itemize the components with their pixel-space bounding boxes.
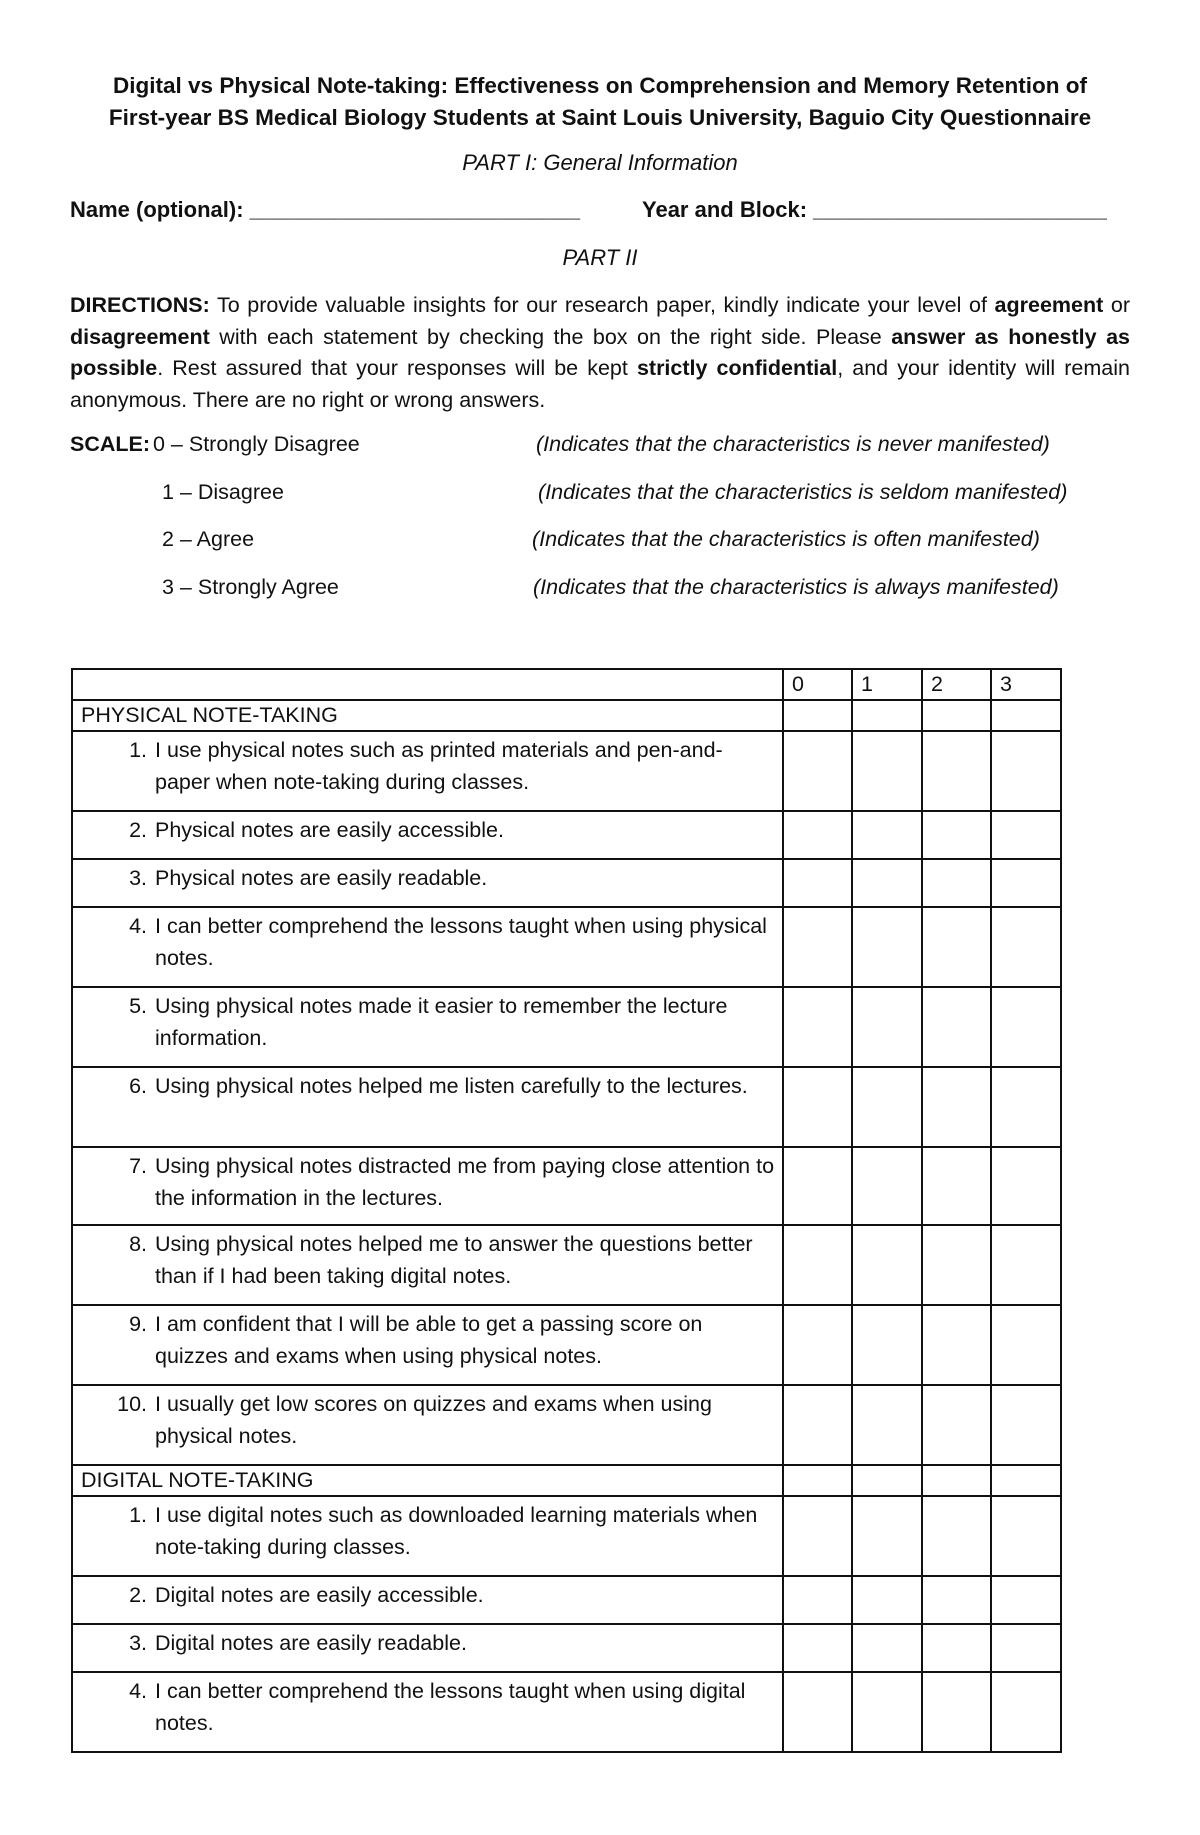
rating-checkbox-2[interactable]: [922, 731, 991, 811]
rating-checkbox-0[interactable]: [783, 1067, 852, 1147]
rating-checkbox-3[interactable]: [991, 907, 1061, 987]
section-header-row: [72, 700, 1061, 731]
rating-checkbox-3[interactable]: [991, 1576, 1061, 1624]
rating-checkbox-2[interactable]: [922, 1576, 991, 1624]
part-1-heading: PART I: General Information: [462, 150, 738, 175]
statement-text: Using physical notes made it easier to remember the lecture information.: [155, 994, 728, 1050]
rating-checkbox-3[interactable]: [991, 1147, 1061, 1225]
rating-checkbox-2[interactable]: [922, 987, 991, 1067]
rating-checkbox-1[interactable]: [852, 1225, 922, 1305]
scale-label: SCALE:: [70, 432, 151, 456]
section-header-blank-cell: [783, 1465, 852, 1496]
table-row: [72, 731, 1061, 811]
rating-checkbox-1[interactable]: [852, 859, 922, 907]
statement-number: 2.: [129, 818, 147, 842]
rating-checkbox-2[interactable]: [922, 907, 991, 987]
section-header-blank-cell: [991, 1465, 1061, 1496]
statement-cell: [72, 1496, 783, 1576]
statement-number: 4.: [129, 914, 147, 938]
rating-checkbox-1[interactable]: [852, 987, 922, 1067]
scale-row: [70, 480, 1150, 528]
statement-text: Physical notes are easily readable.: [155, 866, 488, 890]
statement-number: 9.: [129, 1312, 147, 1336]
rating-checkbox-0[interactable]: [783, 987, 852, 1067]
rating-checkbox-0[interactable]: [783, 907, 852, 987]
statement-text: Using physical notes distracted me from paying close attention to the information in the lectures.: [155, 1154, 775, 1210]
statement-cell: [72, 1225, 783, 1305]
table-header-row: [72, 669, 1061, 700]
statement-number: 7.: [129, 1154, 147, 1178]
directions-label: DIRECTIONS:: [70, 293, 210, 317]
table-row: [72, 907, 1061, 987]
statement-number: 10.: [117, 1392, 147, 1416]
rating-checkbox-3[interactable]: [991, 811, 1061, 859]
table-row: [72, 1496, 1061, 1576]
statement-text: Physical notes are easily accessible.: [155, 818, 504, 842]
table-row: [72, 987, 1061, 1067]
statement-text: I use digital notes such as downloaded learning materials when note-taking during classes.: [155, 1503, 758, 1559]
statement-text: I can better comprehend the lessons taught when using physical notes.: [155, 914, 767, 970]
section-header-blank-cell: [852, 1465, 922, 1496]
rating-checkbox-1[interactable]: [852, 1147, 922, 1225]
title-line-1: Digital vs Physical Note-taking: Effectiveness on Comprehension and Memory Retention of: [113, 73, 1087, 98]
statement-cell: [72, 1067, 783, 1147]
rating-checkbox-0[interactable]: [783, 811, 852, 859]
section-header-blank-cell: [922, 1465, 991, 1496]
directions-bold: answer as honestly as possible: [70, 324, 1130, 380]
statement-number: 3.: [129, 1631, 147, 1655]
rating-checkbox-2[interactable]: [922, 859, 991, 907]
rating-checkbox-0[interactable]: [783, 731, 852, 811]
statement-number: 2.: [129, 1583, 147, 1607]
rating-checkbox-2[interactable]: [922, 811, 991, 859]
rating-checkbox-0[interactable]: [783, 1496, 852, 1576]
table-row: [72, 1225, 1061, 1305]
header-blank-cell: [72, 669, 783, 700]
physical-section: [72, 700, 1061, 1465]
statement-cell: [72, 731, 783, 811]
scale-description: (Indicates that the characteristics is often manifested): [532, 527, 1040, 551]
rating-checkbox-3[interactable]: [991, 1672, 1061, 1752]
rating-checkbox-1[interactable]: [852, 731, 922, 811]
directions-bold: agreement: [994, 293, 1104, 317]
statement-cell: [72, 1305, 783, 1385]
column-header-3: 3: [991, 669, 1061, 700]
rating-checkbox-2[interactable]: [922, 1225, 991, 1305]
name-field[interactable]: Name (optional): ___________________________: [70, 197, 581, 222]
section-header-row: [72, 1465, 1061, 1496]
statement-number: 4.: [129, 1679, 147, 1703]
scale-description: (Indicates that the characteristics is never manifested): [536, 432, 1050, 456]
section-header-blank-cell: [852, 700, 922, 731]
statement-cell: [72, 1624, 783, 1672]
scale-row: [70, 432, 1150, 480]
rating-checkbox-0[interactable]: [783, 1672, 852, 1752]
rating-checkbox-3[interactable]: [991, 731, 1061, 811]
statement-text: Digital notes are easily readable.: [155, 1631, 467, 1655]
statement-cell: [72, 987, 783, 1067]
statement-text: I use physical notes such as printed materials and pen-and-paper when note-taking during classes.: [155, 738, 723, 794]
rating-checkbox-0[interactable]: [783, 1576, 852, 1624]
scale-level: 0 – Strongly Disagree: [153, 432, 360, 456]
scale-legend: [70, 432, 1150, 622]
statement-text: Using physical notes helped me to answer the questions better than if I had been taking digital notes.: [155, 1232, 753, 1288]
rating-checkbox-2[interactable]: [922, 1496, 991, 1576]
rating-checkbox-2[interactable]: [922, 1067, 991, 1147]
rating-checkbox-1[interactable]: [852, 907, 922, 987]
statement-text: Using physical notes helped me listen carefully to the lectures.: [155, 1074, 748, 1098]
section-header-blank-cell: [922, 700, 991, 731]
rating-checkbox-2[interactable]: [922, 1305, 991, 1385]
rating-checkbox-0[interactable]: [783, 1624, 852, 1672]
directions-bold: strictly confidential: [636, 356, 838, 380]
directions-text: , and your identity will remain anonymous. There are no right or wrong answers.: [70, 356, 1130, 412]
questionnaire-table: [71, 668, 1062, 1753]
rating-checkbox-3[interactable]: [991, 1305, 1061, 1385]
directions-paragraph: [70, 290, 1130, 416]
statement-number: 8.: [129, 1232, 147, 1256]
column-header-2: 2: [922, 669, 991, 700]
questionnaire-title: [60, 70, 1140, 134]
rating-checkbox-0[interactable]: [783, 1225, 852, 1305]
section-header-digital: DIGITAL NOTE-TAKING: [72, 1465, 783, 1496]
statement-number: 6.: [129, 1074, 147, 1098]
title-line-2: First-year BS Medical Biology Students at Saint Louis University, Baguio City Questionnaire: [108, 105, 1092, 130]
scale-description: (Indicates that the characteristics is always manifested): [533, 574, 1059, 599]
rating-checkbox-3[interactable]: [991, 1067, 1061, 1147]
rating-checkbox-3[interactable]: [991, 1496, 1061, 1576]
table-row: [72, 1576, 1061, 1624]
statement-cell: [72, 811, 783, 859]
column-header-0: 0: [783, 669, 852, 700]
table-row: [72, 1672, 1061, 1752]
table-row: [72, 1067, 1061, 1147]
statement-cell: [72, 1147, 783, 1225]
directions-text: or: [1103, 293, 1130, 317]
statement-text: Digital notes are easily accessible.: [155, 1583, 484, 1607]
rating-checkbox-2[interactable]: [922, 1147, 991, 1225]
scale-level: 1 – Disagree: [162, 479, 284, 504]
rating-checkbox-2[interactable]: [922, 1624, 991, 1672]
rating-checkbox-0[interactable]: [783, 1385, 852, 1465]
directions-bold: disagreement: [70, 324, 210, 349]
scale-level: 2 – Agree: [162, 527, 255, 551]
table-row: [72, 1305, 1061, 1385]
rating-checkbox-1[interactable]: [852, 1305, 922, 1385]
statement-number: 5.: [129, 994, 147, 1018]
statement-cell: [72, 907, 783, 987]
rating-checkbox-1[interactable]: [852, 1576, 922, 1624]
section-header-blank-cell: [991, 700, 1061, 731]
scale-description: (Indicates that the characteristics is seldom manifested): [538, 479, 1068, 504]
rating-checkbox-3[interactable]: [991, 1624, 1061, 1672]
directions-text: with each statement by checking the box on the right side. Please: [209, 324, 892, 349]
statement-cell: [72, 859, 783, 907]
rating-checkbox-1[interactable]: [852, 1624, 922, 1672]
rating-checkbox-1[interactable]: [852, 1385, 922, 1465]
scale-level: 3 – Strongly Agree: [162, 574, 339, 599]
rating-checkbox-2[interactable]: [922, 1672, 991, 1752]
part-2-heading: PART II: [562, 245, 638, 270]
statement-text: I can better comprehend the lessons taught when using digital notes.: [155, 1679, 746, 1735]
section-header-physical: PHYSICAL NOTE-TAKING: [72, 700, 783, 731]
name-year-row: [70, 197, 1130, 223]
rating-checkbox-1[interactable]: [852, 1496, 922, 1576]
scale-row: [70, 527, 1150, 575]
rating-checkbox-1[interactable]: [852, 811, 922, 859]
table-row: [72, 1147, 1061, 1225]
statement-number: 1.: [129, 738, 147, 762]
statement-text: I am confident that I will be able to get a passing score on quizzes and exams when using physical notes.: [155, 1312, 703, 1368]
statement-cell: [72, 1672, 783, 1752]
rating-checkbox-0[interactable]: [783, 1305, 852, 1385]
column-header-1: 1: [852, 669, 922, 700]
table-row: [72, 859, 1061, 907]
rating-checkbox-1[interactable]: [852, 1067, 922, 1147]
statement-number: 3.: [129, 866, 147, 890]
rating-checkbox-3[interactable]: [991, 987, 1061, 1067]
statement-cell: [72, 1385, 783, 1465]
rating-checkbox-1[interactable]: [852, 1672, 922, 1752]
statement-text: I usually get low scores on quizzes and exams when using physical notes.: [155, 1392, 712, 1448]
section-header-blank-cell: [783, 700, 852, 731]
rating-checkbox-0[interactable]: [783, 859, 852, 907]
year-block-field[interactable]: Year and Block: ________________________: [642, 197, 1107, 222]
directions-text: To provide valuable insights for our research paper, kindly indicate your level of: [209, 293, 995, 317]
digital-section: [72, 1465, 1061, 1752]
rating-checkbox-2[interactable]: [922, 1385, 991, 1465]
table-row: [72, 1385, 1061, 1465]
statement-number: 1.: [129, 1503, 147, 1527]
directions-text: . Rest assured that your responses will be kept: [157, 356, 637, 380]
table-row: [72, 811, 1061, 859]
rating-checkbox-3[interactable]: [991, 1385, 1061, 1465]
rating-checkbox-3[interactable]: [991, 859, 1061, 907]
scale-row: [70, 575, 1150, 623]
table-row: [72, 1624, 1061, 1672]
rating-checkbox-0[interactable]: [783, 1147, 852, 1225]
rating-checkbox-3[interactable]: [991, 1225, 1061, 1305]
statement-cell: [72, 1576, 783, 1624]
